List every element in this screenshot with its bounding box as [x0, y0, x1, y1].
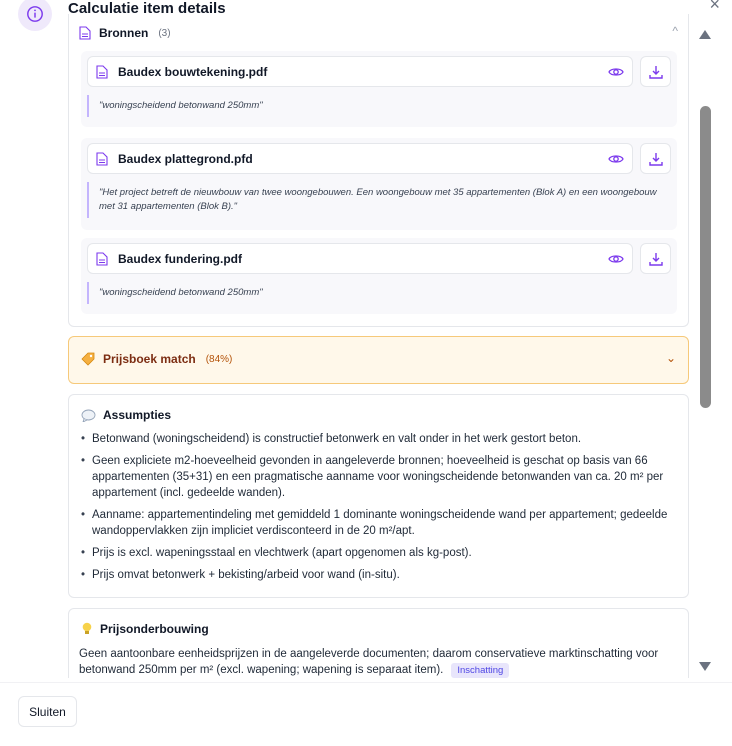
footer-divider: [0, 682, 732, 683]
document-icon: [79, 26, 91, 40]
assumpties-section: [68, 394, 689, 598]
prijsboek-header: [81, 352, 232, 366]
source-item: [81, 138, 677, 230]
tag-icon: [81, 352, 95, 366]
eye-icon[interactable]: [608, 251, 624, 267]
info-icon: [18, 0, 52, 31]
list-item: • Betonwand (woningscheidend) is constructief betonwerk en valt onder in het werk gestort beton.: [79, 431, 679, 447]
download-icon: [648, 251, 664, 267]
eye-icon[interactable]: [608, 64, 624, 80]
source-file-row[interactable]: [87, 243, 633, 274]
download-button[interactable]: [640, 243, 671, 274]
download-button[interactable]: [640, 143, 671, 174]
chevron-down-icon[interactable]: ⌄: [665, 351, 676, 365]
prijsboek-title: Prijsboek match: [103, 352, 196, 366]
assumpties-header: [81, 408, 171, 422]
download-button[interactable]: [640, 56, 671, 87]
bronnen-section: [68, 14, 689, 327]
document-icon: [96, 252, 108, 266]
eye-icon[interactable]: [608, 151, 624, 167]
bronnen-title: Bronnen: [99, 26, 149, 40]
prijsonderbouwing-header: [81, 622, 209, 636]
list-item: • Geen expliciete m2-hoeveelheid gevonden in aangeleverde bronnen; hoeveelheid is geschat op basis van 66 appartementen (35+31) en een pragmatische aanname voor woningscheidende betonwanden van ca. 20 m² per appartement (incl. gedeelde wanden).: [79, 453, 679, 501]
scrollbar-thumb[interactable]: [700, 106, 711, 408]
chevron-up-icon[interactable]: ^: [672, 24, 678, 38]
list-item: • Aanname: appartementindeling met gemiddeld 1 dominante woningscheidende wand per appartement; gedeelde wandoppervlakken zijn impliciet verdisconteerd in de 20 m²/apt.: [79, 507, 679, 539]
prijsboek-percentage: (84%): [205, 353, 233, 365]
prijsonderbouwing-section: [68, 608, 689, 678]
download-icon: [648, 64, 664, 80]
scroll-down-arrow[interactable]: [699, 662, 711, 671]
close-icon[interactable]: ×: [709, 0, 720, 14]
source-file-name: Baudex fundering.pdf: [118, 251, 242, 266]
modal-title: Calculatie item details: [68, 0, 226, 17]
source-file-name: Baudex bouwtekening.pdf: [118, 64, 268, 79]
bronnen-count: (3): [158, 27, 171, 39]
scroll-up-arrow[interactable]: [699, 30, 711, 39]
speech-bubble-icon: [81, 409, 96, 422]
source-quote: "Het project betreft de nieuwbouw van twee woongebouwen. Een woongebouw met 35 appartementen (Blok A) en een woongebouw met 31 appartementen (Blok B).": [87, 182, 671, 218]
prijsonderbouwing-title: Prijsonderbouwing: [100, 622, 209, 636]
assumpties-list: [79, 431, 679, 589]
source-quote: "woningscheidend betonwand 250mm": [87, 95, 671, 117]
prijsboek-match-section[interactable]: [68, 336, 689, 384]
list-item: • Prijs omvat betonwerk + bekisting/arbeid voor wand (in-situ).: [79, 567, 679, 583]
source-item: [81, 238, 677, 314]
document-icon: [96, 152, 108, 166]
source-item: [81, 51, 677, 127]
inschatting-badge: Inschatting: [451, 663, 509, 678]
source-file-name: Baudex plattegrond.pfd: [118, 151, 253, 166]
list-item: • Prijs is excl. wapeningsstaal en vlechtwerk (apart opgenomen als kg-post).: [79, 545, 679, 561]
document-icon: [96, 65, 108, 79]
download-icon: [648, 151, 664, 167]
modal-scroll-content: [68, 14, 689, 678]
sluiten-button[interactable]: Sluiten: [18, 696, 77, 727]
source-quote: "woningscheidend betonwand 250mm": [87, 282, 671, 304]
source-file-row[interactable]: [87, 143, 633, 174]
assumpties-title: Assumpties: [103, 408, 172, 422]
source-file-row[interactable]: [87, 56, 633, 87]
bronnen-header[interactable]: [79, 26, 171, 40]
prijsonderbouwing-text: Geen aantoonbare eenheidsprijzen in de aangeleverde documenten; daarom conservatieve marktinschatting voor betonwand 250mm per m² (excl. wapening; wapening is separaat item). Inschatting: [79, 648, 659, 676]
lightbulb-icon: [81, 622, 93, 636]
